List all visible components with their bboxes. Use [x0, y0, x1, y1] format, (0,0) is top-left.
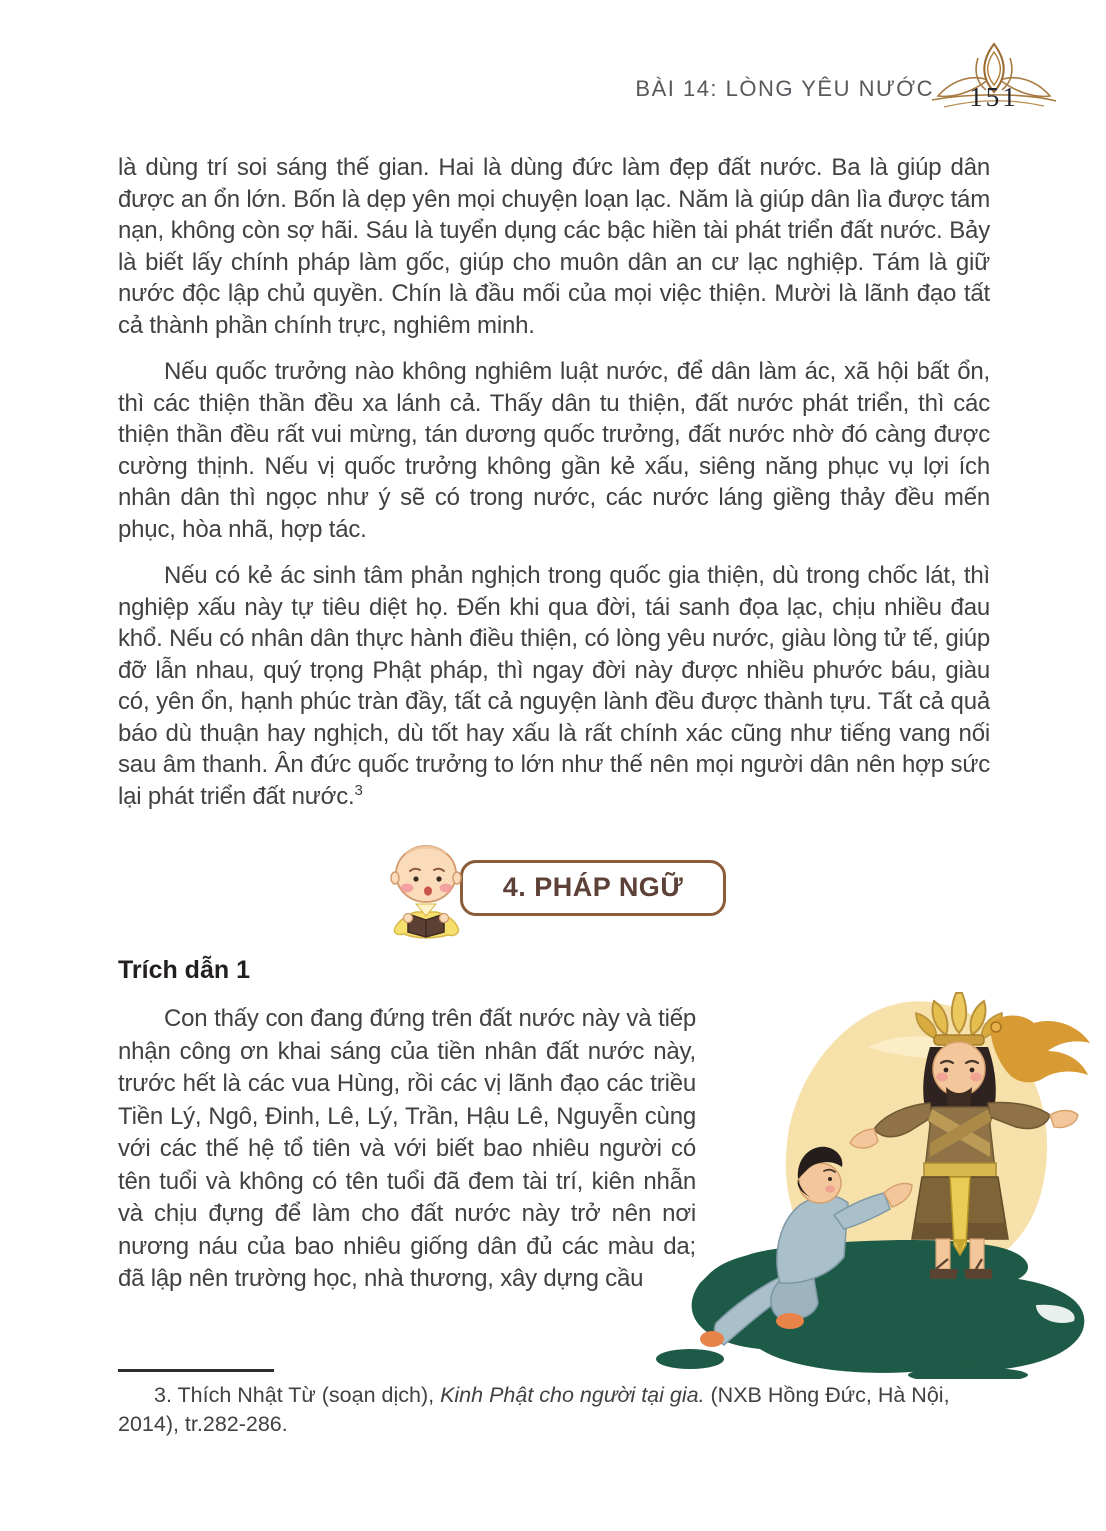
- page-header: [0, 0, 1106, 140]
- section-badge: [460, 860, 726, 916]
- paragraph-3-text: Nếu có kẻ ác sinh tâm phản nghịch trong quốc gia thiện, dù trong chốc lát, thì nghiệp xấu này tự tiêu diệt họ. Đến khi qua đời, tái sanh đọa lạc, chịu nhiều đau khổ. Nếu có nhân dân thực hành điều thiện, có lòng yêu nước, giàu lòng tử tế, giúp đỡ lẫn nhau, quý trọng Phật pháp, thì ngay đời này được nhiều phước báu, giàu có, yên ổn, hạnh phúc tràn đầy, tất cả nguyện lành đều được thành tựu. Tất cả quả báo dù thuận hay nghịch, dù tốt hay xấu là rất chính xác cũng như tiếng vang nối sau âm thanh. Ân đức quốc trưởng to lớn như thế nên mọi người dân nên hợp sức lại phát triển đất nước.: [118, 562, 990, 810]
- quote-body: [118, 1003, 990, 1296]
- lotus-ornament-icon: [930, 40, 1058, 126]
- section-badge-label: 4. PHÁP NGỮ: [502, 872, 684, 902]
- paragraph-2: [118, 356, 990, 545]
- footnote-prefix: 3. Thích Nhật Từ (soạn dịch),: [154, 1383, 441, 1407]
- lesson-title: BÀI 14: LÒNG YÊU NƯỚC: [635, 76, 934, 101]
- paragraph-3: [118, 560, 990, 812]
- section-badge-row: [118, 834, 990, 942]
- footnote-book-title: Kinh Phật cho người tại gia.: [440, 1383, 705, 1407]
- paragraph-1: [118, 152, 990, 341]
- quote-text: Con thấy con đang đứng trên đất nước này và tiếp nhận công ơn khai sáng của tiền nhân đất nước này, trước hết là các vua Hùng, rồi các vị lãnh đạo các triều Tiền Lý, Ngô, Đinh, Lê, Lý, Trần, Hậu Lê, Nguyễn cùng với các thế hệ tổ tiên và với biết bao nhiêu người có tên tuổi và không có tên tuổi đã đem tài trí, kiên nhẫn và chịu đựng để làm cho đất nước này trở nên nơi nương náu của bao nhiêu giống dân đủ các màu da; đã lập nên trường học, nhà thương, xây dựng cầu: [118, 1005, 696, 1292]
- paragraph-2-text: Nếu quốc trưởng nào không nghiêm luật nước, để dân làm ác, xã hội bất ổn, thì các thiện thần đều xa lánh cả. Thấy dân tu thiện, đất nước phát triển, thì các thiện thần đều rất vui mừng, tán dương quốc trưởng, đất nước nhờ đó càng được cường thịnh. Nếu vị quốc trưởng không gần kẻ xấu, siêng năng phục vụ lợi ích nhân dân thì ngọc như ý sẽ có trong nước, các nước láng giềng thảy đều mến phục, hòa nhã, hợp tác.: [118, 358, 990, 543]
- page-number: 151: [969, 82, 1019, 112]
- footnote-divider: [118, 1369, 274, 1372]
- paragraph-1-text: là dùng trí soi sáng thế gian. Hai là dùng đức làm đẹp đất nước. Ba là giúp dân được an ổn lớn. Bốn là dẹp yên mọi chuyện loạn lạc. Năm là giúp dân lìa được tám nạn, không còn sợ hãi. Sáu là tuyển dụng các bậc hiền tài phát triển đất nước. Bảy là biết lấy chính pháp làm gốc, giúp cho muôn dân an cư lạc nghiệp. Tám là giữ nước độc lập chủ quyền. Chín là đầu mối của mọi việc thiện. Mười là lãnh đạo tất cả thành phần chính trực, nghiêm minh.: [118, 154, 990, 339]
- main-content: [118, 152, 990, 1439]
- hung-king-illustration-icon: [638, 987, 1106, 1379]
- footnote: [118, 1369, 990, 1439]
- quote-heading: Trích dẫn 1: [118, 956, 250, 984]
- footnote-text: [118, 1381, 990, 1439]
- hung-king-and-kneeling-man-illustration: [712, 987, 990, 1369]
- footnote-suffix: (NXB Hồng Đức, Hà Nội, 2014), tr.282-286.: [118, 1383, 950, 1436]
- footnote-reference-3: 3: [354, 781, 363, 799]
- monk-reading-icon: [382, 838, 470, 944]
